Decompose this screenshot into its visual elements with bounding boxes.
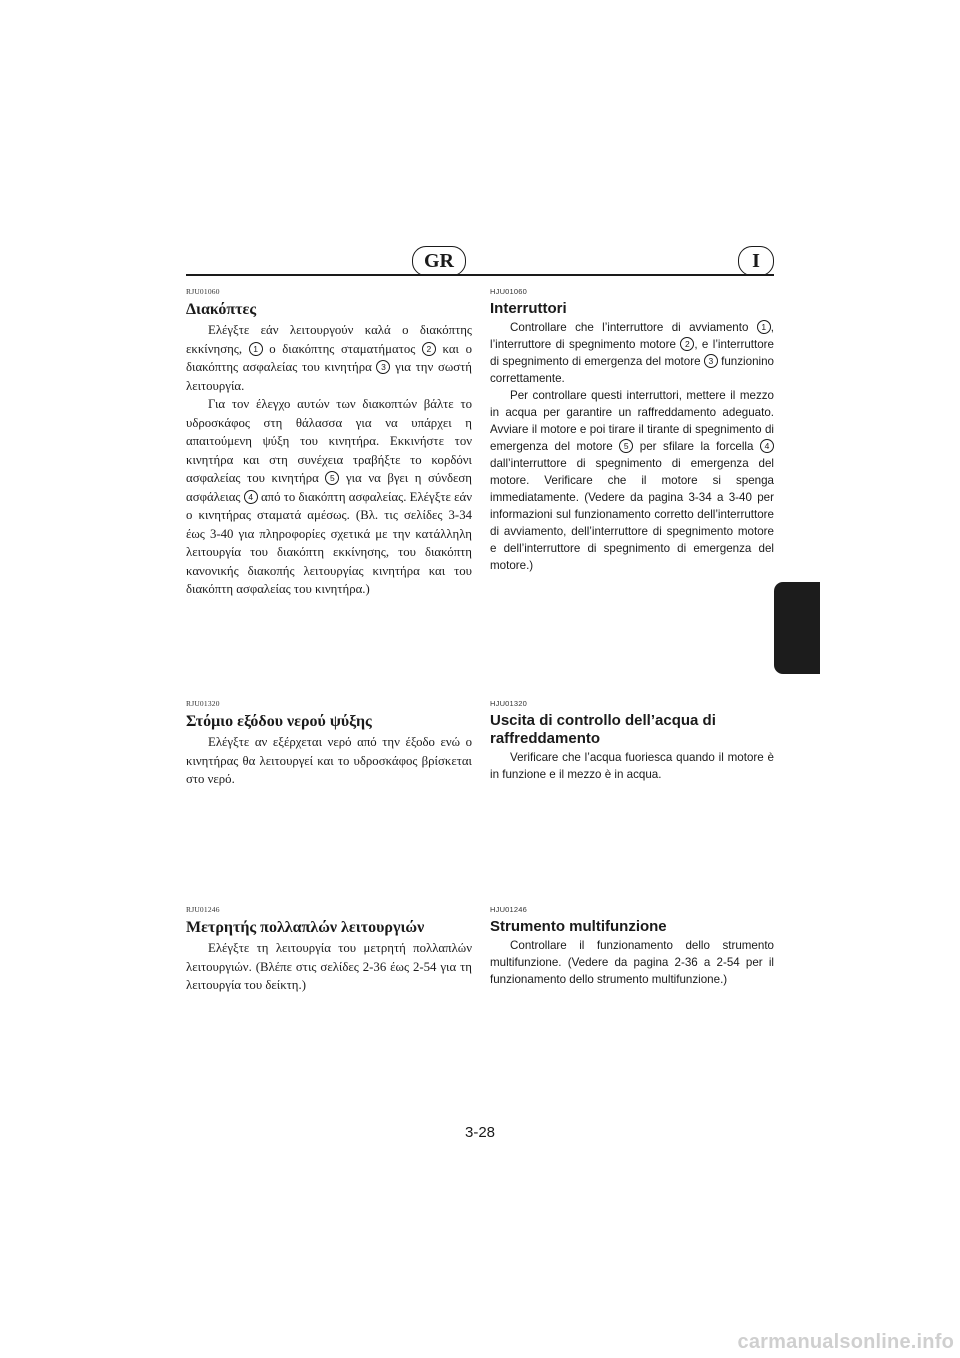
callout-1: 1 [757,320,771,334]
paragraph: Controllare che l’interruttore di avviamento 1 , l’interruttore di spegnimento motore 2 , e l’interruttore di spegnimento di emergenza del motore 3 funzionino correttamente. [490,321,774,385]
paragraph: Per controllare questi interruttori, mettere il mezzo in acqua per garantire un raffreddamento adeguato. Avviare il motore e poi tirare il tirante di spegnimento di emergenza del motore 5 per sfilare la forcella 4 dall’interruttore di spegnimento di emergenza del motore. Verificare che il motore si spenga immediatamente. (Vedere da pagina 3-34 a 3-40 per informazioni sul funzionamento corretto dell’interruttore di avviamento, dell’interruttore di spegnimento motore e dell’interruttore di spegnimento di emergenza del motore.) [490,389,774,572]
section-title: Strumento multifunzione [490,918,667,935]
callout-5: 5 [619,439,633,453]
callout-3: 3 [376,360,390,374]
section-title: Uscita di controllo dell’acqua di raffreddamento [490,712,716,747]
paragraph: Controllare il funzionamento dello strumento multifunzione. (Vedere da pagina 2-36 a 2-54 per il funzionamento dello strumento multifunzione.) [490,939,774,986]
paragraph: Ελέγξτε εάν λειτουργούν καλά ο διακόπτης εκκίνησης, 1 ο διακόπτης σταματήματος 2 και ο διακόπτης ασφαλείας του κινητήρα 3 για την σωστή λειτουργία. [186,323,472,393]
callout-2: 2 [680,337,694,351]
section-title: Στόμιο εξόδου νερού ψύξης [186,713,372,730]
callout-2: 2 [422,342,436,356]
section-code: HJU01060 [490,287,528,296]
callout-4: 4 [244,490,258,504]
callout-4: 4 [760,439,774,453]
section-title: Διακόπτες [186,301,257,318]
language-badge-italian: I [738,246,774,276]
greek-section-multifunction-meter [186,905,472,995]
paragraph: Ελέγξτε τη λειτουργία του μετρητή πολλαπλών λειτουργιών. (Βλέπε στις σελίδες 2-36 έως 2-54 για τη λειτουργία του δείκτη.) [186,941,472,992]
callout-3: 3 [704,354,718,368]
header-rule [186,274,774,276]
paragraph: Για τον έλεγχο αυτών των διακοπτών βάλτε το υδροσκάφος στη θάλασσα για να υπάρχει η απαιτούμενη ψύξη του κινητήρα. Εκκινήστε τον κινητήρα και στη συνέχεια τραβήξτε το κορδόνι ασφαλείας του κινητήρα 5 για να βγει η σύνδεση ασφάλειας 4 από το διακόπτη ασφαλείας. Ελέγξτε εάν ο κινητήρας σταματά αμέσως. (Βλ. τις σελίδες 3-34 έως 3-40 για πληροφορίες σχετικά με την κατάλληλη λειτουργία του διακόπτη εκκίνησης, του διακόπτη κανονικής διακοπής λειτουργίας κινητήρα και του διακόπτη ασφαλείας του κινητήρα.) [186,397,472,596]
section-title: Μετρητής πολλαπλών λειτουργιών [186,919,425,936]
callout-1: 1 [249,342,263,356]
greek-section-switches [186,287,472,599]
watermark[interactable]: carmanualsonline.info [737,1331,954,1353]
section-code: HJU01320 [490,699,528,708]
italian-section-cooling-outlet [490,699,774,783]
paragraph: Verificare che l’acqua fuoriesca quando il motore è in funzione e il mezzo è in acqua. [490,751,774,781]
greek-section-cooling-outlet [186,699,472,789]
page-number: 3-28 [464,1124,496,1141]
italian-section-switches [490,287,774,574]
chapter-tab [774,582,820,674]
callout-5: 5 [325,471,339,485]
section-code: RJU01246 [186,905,220,914]
paragraph: Ελέγξτε αν εξέρχεται νερό από την έξοδο ενώ ο κινητήρας θα λειτουργεί και το υδροσκάφος βρίσκεται στο νερό. [186,735,472,786]
language-badge-greek: GR [412,246,466,276]
section-code: RJU01060 [186,287,220,296]
italian-section-multifunction-meter [490,905,774,988]
section-title: Interruttori [490,300,567,317]
section-code: RJU01320 [186,699,220,708]
section-code: HJU01246 [490,905,528,914]
